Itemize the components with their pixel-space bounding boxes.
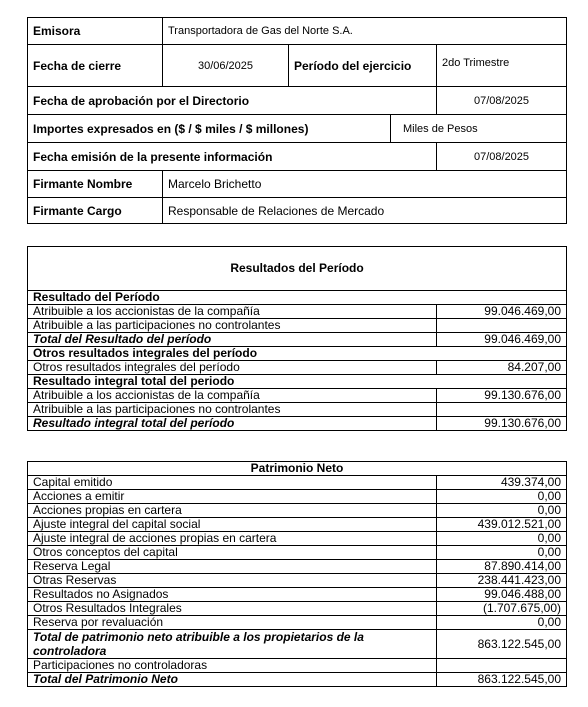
row-value: 99.046.469,00	[437, 305, 567, 319]
row-label: Atribuible a los accionistas de la compañía	[28, 305, 437, 319]
total-row	[28, 417, 567, 431]
table-row	[28, 546, 567, 560]
row-value: 87.890.414,00	[437, 560, 567, 574]
total-label: Resultado integral total del período	[28, 417, 437, 431]
emisora-label: Emisora	[28, 18, 163, 45]
row-value: (1.707.675,00)	[437, 602, 567, 616]
emision-label: Fecha emisión de la presente información	[28, 143, 437, 171]
total-row	[28, 630, 567, 659]
results-title: Resultados del Período	[28, 247, 567, 291]
row-value: 99.046.488,00	[437, 588, 567, 602]
table-row	[28, 574, 567, 588]
row-value: 439.012.521,00	[437, 518, 567, 532]
section-title: Resultado integral total del periodo	[28, 375, 567, 389]
aprobacion-value: 07/08/2025	[437, 87, 567, 115]
row-label: Acciones a emitir	[28, 490, 437, 504]
row-label: Ajuste integral del capital social	[28, 518, 437, 532]
row-label: Otros conceptos del capital	[28, 546, 437, 560]
equity-table	[27, 461, 567, 687]
table-row	[28, 518, 567, 532]
fecha-cierre-value: 30/06/2025	[163, 45, 289, 87]
section-title: Resultado del Período	[28, 291, 567, 305]
firmante-cargo-label: Firmante Cargo	[28, 198, 163, 224]
row-label: Otros resultados integrales del período	[28, 361, 437, 375]
table-row	[28, 490, 567, 504]
total-label: Total de patrimonio neto atribuible a los propietarios de la controladora	[28, 630, 437, 659]
row-value: 0,00	[437, 490, 567, 504]
row-value: 0,00	[437, 616, 567, 630]
row-label: Acciones propias en cartera	[28, 504, 437, 518]
row-label: Atribuible a los accionistas de la compañía	[28, 389, 437, 403]
row-label: Participaciones no controladoras	[28, 659, 437, 673]
row-value: 0,00	[437, 532, 567, 546]
table-row	[28, 389, 567, 403]
row-value: 84.207,00	[437, 361, 567, 375]
row-label: Resultados no Asignados	[28, 588, 437, 602]
row-value: 439.374,00	[437, 476, 567, 490]
emisora-value: Transportadora de Gas del Norte S.A.	[163, 18, 567, 45]
firmante-nombre-value: Marcelo Brichetto	[163, 171, 567, 198]
row-label: Reserva Legal	[28, 560, 437, 574]
table-row	[28, 616, 567, 630]
firmante-nombre-label: Firmante Nombre	[28, 171, 163, 198]
issuer-info-table	[27, 17, 567, 224]
section-title: Otros resultados integrales del período	[28, 347, 567, 361]
emision-value: 07/08/2025	[437, 143, 567, 171]
row-value	[437, 319, 567, 333]
total-row	[28, 333, 567, 347]
total-row	[28, 673, 567, 687]
table-row	[28, 476, 567, 490]
table-row	[28, 560, 567, 574]
table-row	[28, 532, 567, 546]
total-value: 99.046.469,00	[437, 333, 567, 347]
table-row	[28, 659, 567, 673]
firmante-cargo-value: Responsable de Relaciones de Mercado	[163, 198, 567, 224]
row-value	[437, 659, 567, 673]
row-value: 0,00	[437, 504, 567, 518]
periodo-label: Período del ejercicio	[289, 45, 437, 87]
row-label: Ajuste integral de acciones propias en cartera	[28, 532, 437, 546]
aprobacion-label: Fecha de aprobación por el Directorio	[28, 87, 437, 115]
row-value	[437, 403, 567, 417]
total-value: 99.130.676,00	[437, 417, 567, 431]
row-value: 99.130.676,00	[437, 389, 567, 403]
total-label: Total del Patrimonio Neto	[28, 673, 437, 687]
importes-label: Importes expresados en ($ / $ miles / $ millones)	[28, 115, 391, 143]
row-value: 0,00	[437, 546, 567, 560]
table-row	[28, 602, 567, 616]
fecha-cierre-label: Fecha de cierre	[28, 45, 163, 87]
row-label: Reserva por revaluación	[28, 616, 437, 630]
row-label: Capital emitido	[28, 476, 437, 490]
row-label: Atribuible a las participaciones no controlantes	[28, 403, 437, 417]
row-value: 238.441.423,00	[437, 574, 567, 588]
row-label: Atribuible a las participaciones no controlantes	[28, 319, 437, 333]
table-row	[28, 588, 567, 602]
table-row	[28, 504, 567, 518]
periodo-value: 2do Trimestre	[437, 45, 567, 87]
total-label: Total del Resultado del período	[28, 333, 437, 347]
equity-title: Patrimonio Neto	[28, 462, 567, 476]
table-row	[28, 305, 567, 319]
table-row	[28, 403, 567, 417]
importes-value: Miles de Pesos	[391, 115, 567, 143]
total-value: 863.122.545,00	[437, 673, 567, 687]
row-label: Otras Reservas	[28, 574, 437, 588]
period-results-table	[27, 246, 567, 431]
row-label: Otros Resultados Integrales	[28, 602, 437, 616]
total-value: 863.122.545,00	[437, 630, 567, 659]
table-row	[28, 319, 567, 333]
table-row	[28, 361, 567, 375]
